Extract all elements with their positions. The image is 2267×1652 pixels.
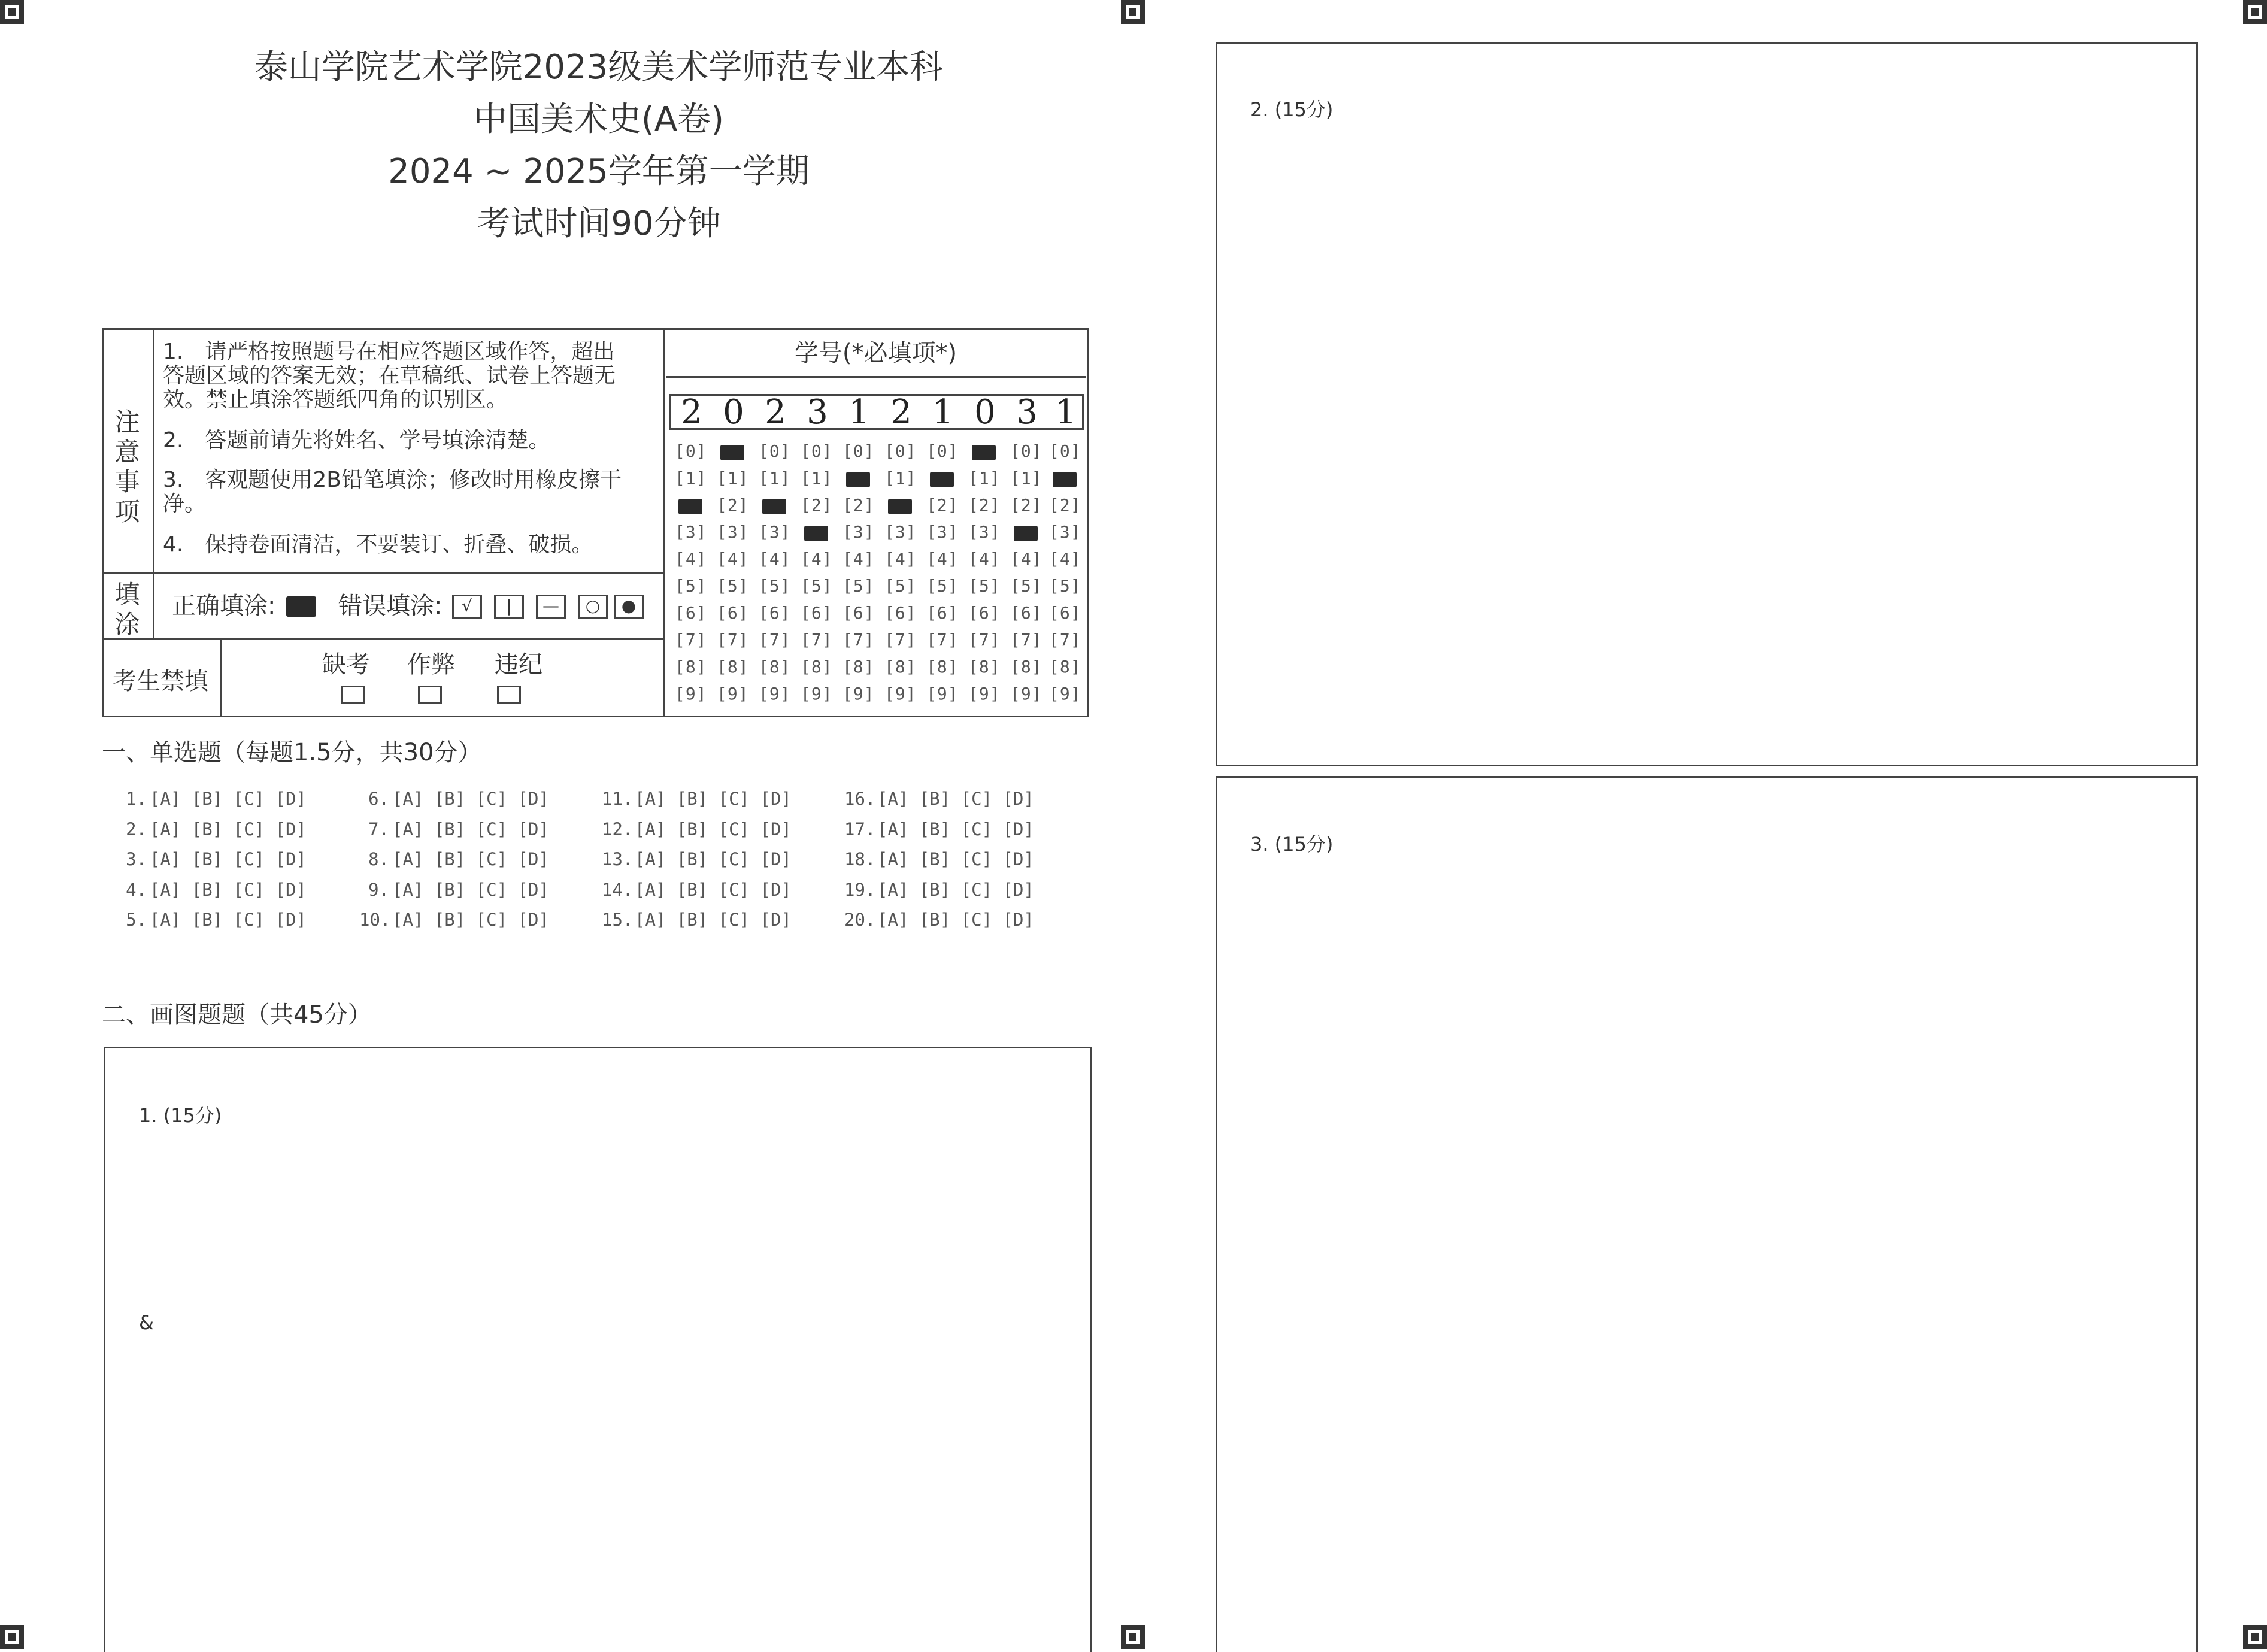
correct-fill-sample (286, 596, 316, 617)
student-id-bubble-filled[interactable] (846, 472, 870, 487)
student-id-digit: 0 (723, 393, 744, 432)
wrong-fill-check: √ (452, 595, 482, 619)
student-id-bubble[interactable]: [9] (1010, 684, 1042, 704)
student-id-bubble[interactable]: [3] (675, 522, 707, 542)
student-id-digit: 2 (890, 393, 912, 432)
mcq-options[interactable]: [A] [B] [C] [D] (635, 819, 792, 839)
student-id-bubble[interactable]: [7] (675, 630, 707, 650)
student-id-bubble[interactable]: [9] (675, 684, 707, 704)
mcq-number: 11. (602, 789, 634, 809)
mcq-number: 3. (126, 849, 147, 869)
wrong-fill-circle: ○ (578, 595, 608, 619)
mcq-number: 4. (126, 879, 147, 900)
student-id-bubble[interactable]: [0] (675, 441, 707, 461)
student-id-bubble[interactable]: [0] (884, 441, 917, 461)
mcq-options[interactable]: [A] [B] [C] [D] (877, 910, 1034, 930)
wrong-fill-dot: ● (614, 595, 644, 619)
student-id-bubble[interactable]: [1] (968, 468, 1001, 488)
section1-title: 一、单选题（每题1.5分，共30分） (102, 739, 482, 766)
violation-label: 违纪 (495, 651, 542, 678)
student-id-bubble[interactable]: [5] (717, 576, 749, 596)
notice-item-1: 1. 请严格按照题号在相应答题区域作答，超出答题区域的答案无效；在草稿纸、试卷上答题无效。禁止填涂答题纸四角的识别区。 (163, 340, 616, 412)
student-id-bubble[interactable]: [0] (1010, 441, 1042, 461)
absent-label: 缺考 (322, 651, 370, 678)
student-id-bubble[interactable]: [2] (926, 495, 959, 515)
student-id-bubble[interactable]: [0] (801, 441, 833, 461)
student-id-bubble[interactable]: [7] (801, 630, 833, 650)
mcq-options[interactable]: [A] [B] [C] [D] (150, 910, 307, 930)
student-id-bubble[interactable]: [8] (717, 657, 749, 677)
student-id-digit: 2 (765, 393, 786, 432)
notice-item-4: 4. 保持卷面清洁，不要装订、折叠、破损。 (163, 532, 593, 557)
student-id-bubble[interactable]: [6] (675, 603, 707, 623)
student-id-bubble[interactable]: [9] (926, 684, 959, 704)
mcq-options[interactable]: [A] [B] [C] [D] (877, 879, 1034, 900)
question-1-label: 1. (15分) (139, 1104, 222, 1127)
student-id-bubble[interactable]: [4] (1049, 549, 1081, 569)
student-id-bubble[interactable]: [9] (717, 684, 749, 704)
student-id-digit: 1 (1055, 393, 1077, 432)
divider (663, 328, 665, 717)
answer-box-3[interactable] (1216, 776, 2198, 1652)
mcq-number: 8. (368, 849, 389, 869)
student-id-bubble[interactable]: [6] (1049, 603, 1081, 623)
mcq-number: 10. (359, 910, 391, 930)
mcq-options[interactable]: [A] [B] [C] [D] (635, 910, 792, 930)
student-id-bubble[interactable]: [0] (926, 441, 959, 461)
student-id-bubble[interactable]: [8] (675, 657, 707, 677)
student-id-title: 学号(*必填项*) (794, 340, 957, 367)
student-id-digit: 1 (932, 393, 954, 432)
student-id-bubble[interactable]: [3] (1049, 522, 1081, 542)
student-id-bubble[interactable]: [2] (1010, 495, 1042, 515)
correct-fill-label: 正确填涂: (172, 592, 276, 620)
student-id-bubble[interactable]: [4] (926, 549, 959, 569)
student-id-bubble[interactable]: [7] (1049, 630, 1081, 650)
student-id-bubble-filled[interactable] (972, 445, 996, 460)
fill-label: 填涂 (114, 580, 140, 639)
student-id-bubble[interactable]: [6] (759, 603, 791, 623)
corner-marker-top-left (0, 0, 24, 24)
mcq-options[interactable]: [A] [B] [C] [D] (392, 819, 549, 839)
student-id-bubble-filled[interactable] (930, 472, 954, 487)
student-id-bubble[interactable]: [9] (884, 684, 917, 704)
mcq-number: 14. (602, 879, 634, 900)
question-3-label: 3. (15分) (1250, 833, 1333, 856)
student-id-bubble[interactable]: [8] (759, 657, 791, 677)
student-id-bubble[interactable]: [7] (1010, 630, 1042, 650)
student-id-bubble-filled[interactable] (678, 499, 702, 514)
mcq-number: 17. (844, 819, 876, 839)
course-title: 中国美术史(A卷) (473, 100, 724, 139)
notice-item-3: 3. 客观题使用2B铅笔填涂；修改时用橡皮擦干净。 (163, 468, 622, 516)
student-id-bubble[interactable]: [5] (842, 576, 875, 596)
divider (153, 328, 154, 580)
student-id-bubble[interactable]: [7] (926, 630, 959, 650)
student-id-bubble[interactable]: [4] (968, 549, 1001, 569)
student-id-bubble[interactable]: [4] (717, 549, 749, 569)
mcq-options[interactable]: [A] [B] [C] [D] (877, 819, 1034, 839)
student-id-bubble[interactable]: [4] (884, 549, 917, 569)
student-id-bubble[interactable]: [3] (968, 522, 1001, 542)
student-id-bubble[interactable]: [4] (842, 549, 875, 569)
student-id-bubble[interactable]: [1] (675, 468, 707, 488)
absent-checkbox[interactable] (341, 686, 365, 704)
student-id-bubble[interactable]: [1] (801, 468, 833, 488)
divider (102, 572, 663, 574)
student-id-bubble[interactable]: [2] (801, 495, 833, 515)
divider (220, 638, 222, 717)
mcq-number: 6. (368, 789, 389, 809)
mcq-number: 9. (368, 879, 389, 900)
mcq-options[interactable]: [A] [B] [C] [D] (635, 849, 792, 869)
student-id-bubble[interactable]: [0] (842, 441, 875, 461)
student-id-bubble[interactable]: [7] (842, 630, 875, 650)
exam-time: 考试时间90分钟 (477, 204, 721, 243)
mcq-options[interactable]: [A] [B] [C] [D] (877, 849, 1034, 869)
mcq-options[interactable]: [A] [B] [C] [D] (392, 879, 549, 900)
student-id-bubble[interactable]: [5] (759, 576, 791, 596)
student-id-bubble[interactable]: [0] (1049, 441, 1081, 461)
student-id-bubble[interactable]: [3] (717, 522, 749, 542)
student-id-bubble[interactable]: [5] (968, 576, 1001, 596)
corner-marker-bottom-middle (1121, 1625, 1145, 1649)
student-id-bubble[interactable]: [2] (1049, 495, 1081, 515)
student-id-bubble[interactable]: [1] (717, 468, 749, 488)
student-id-bubble[interactable]: [8] (926, 657, 959, 677)
school-title: 泰山学院艺术学院2023级美术学师范专业本科 (254, 48, 944, 87)
student-id-bubble[interactable]: [4] (759, 549, 791, 569)
student-id-bubble[interactable]: [4] (1010, 549, 1042, 569)
mcq-number: 20. (844, 910, 876, 930)
corner-marker-bottom-left (0, 1625, 24, 1649)
student-id-bubble[interactable]: [3] (926, 522, 959, 542)
divider (102, 638, 663, 640)
student-id-bubble[interactable]: [9] (759, 684, 791, 704)
notice-label: 注意事项 (114, 407, 140, 526)
student-id-bubble[interactable]: [1] (884, 468, 917, 488)
mcq-options[interactable]: [A] [B] [C] [D] (877, 789, 1034, 809)
student-id-bubble[interactable]: [3] (842, 522, 875, 542)
student-id-bubble[interactable]: [7] (884, 630, 917, 650)
student-id-bubble-filled[interactable] (804, 526, 828, 541)
student-id-bubble[interactable]: [5] (801, 576, 833, 596)
student-id-bubble[interactable]: [7] (717, 630, 749, 650)
student-id-bubble[interactable]: [6] (842, 603, 875, 623)
answer-box-1[interactable] (104, 1047, 1092, 1652)
student-id-bubble[interactable]: [8] (1049, 657, 1081, 677)
student-id-bubble-filled[interactable] (1014, 526, 1038, 541)
student-id-bubble[interactable]: [4] (801, 549, 833, 569)
student-id-digit: 3 (807, 393, 828, 432)
cheating-label: 作弊 (407, 651, 455, 678)
mcq-number: 19. (844, 879, 876, 900)
mcq-options[interactable]: [A] [B] [C] [D] (392, 849, 549, 869)
student-id-bubble[interactable]: [2] (842, 495, 875, 515)
section2-title: 二、画图题题（共45分） (102, 1001, 372, 1029)
student-id-bubble[interactable]: [1] (1010, 468, 1042, 488)
student-id-bubble[interactable]: [5] (926, 576, 959, 596)
student-id-bubble[interactable]: [2] (968, 495, 1001, 515)
mcq-number: 5. (126, 910, 147, 930)
student-id-bubble[interactable]: [0] (759, 441, 791, 461)
mcq-options[interactable]: [A] [B] [C] [D] (392, 910, 549, 930)
student-id-digit: 2 (681, 393, 702, 432)
student-id-bubble-filled[interactable] (720, 445, 744, 460)
student-id-bubble[interactable]: [6] (926, 603, 959, 623)
cheating-checkbox[interactable] (418, 686, 442, 704)
student-id-bubble[interactable]: [5] (884, 576, 917, 596)
student-id-bubble[interactable]: [7] (759, 630, 791, 650)
corner-marker-top-middle (1121, 0, 1145, 24)
student-id-digit: 3 (1016, 393, 1038, 432)
student-id-bubble[interactable]: [8] (801, 657, 833, 677)
wrong-fill-dash: — (536, 595, 566, 619)
corner-marker-top-right (2243, 0, 2267, 24)
student-id-bubble[interactable]: [6] (801, 603, 833, 623)
student-id-bubble[interactable]: [5] (675, 576, 707, 596)
mcq-options[interactable]: [A] [B] [C] [D] (392, 789, 549, 809)
student-id-bubble[interactable]: [1] (759, 468, 791, 488)
student-id-bubble[interactable]: [6] (968, 603, 1001, 623)
divider (153, 572, 154, 638)
student-id-bubble[interactable]: [3] (759, 522, 791, 542)
mcq-number: 1. (126, 789, 147, 809)
student-id-bubble[interactable]: [8] (968, 657, 1001, 677)
student-id-bubble[interactable]: [5] (1049, 576, 1081, 596)
student-id-bubble[interactable]: [4] (675, 549, 707, 569)
mcq-options[interactable]: [A] [B] [C] [D] (635, 879, 792, 900)
wrong-fill-bar: | (494, 595, 524, 619)
mcq-number: 7. (368, 819, 389, 839)
violation-checkbox[interactable] (497, 686, 521, 704)
wrong-fill-label: 错误填涂: (338, 592, 443, 620)
student-id-bubble[interactable]: [9] (801, 684, 833, 704)
student-id-bubble[interactable]: [6] (1010, 603, 1042, 623)
student-id-digit: 0 (974, 393, 996, 432)
semester: 2024 ~ 2025学年第一学期 (388, 152, 810, 191)
student-id-bubble[interactable]: [8] (842, 657, 875, 677)
mcq-number: 2. (126, 819, 147, 839)
mcq-number: 15. (602, 910, 634, 930)
student-id-digit: 1 (848, 393, 870, 432)
mcq-number: 16. (844, 789, 876, 809)
mcq-options[interactable]: [A] [B] [C] [D] (150, 849, 307, 869)
student-id-bubble[interactable]: [5] (1010, 576, 1042, 596)
notice-item-2: 2. 答题前请先将姓名、学号填涂清楚。 (163, 428, 550, 453)
mcq-number: 13. (602, 849, 634, 869)
student-id-bubble[interactable]: [8] (884, 657, 917, 677)
student-id-bubble[interactable]: [6] (884, 603, 917, 623)
student-id-bubble[interactable]: [6] (717, 603, 749, 623)
mcq-number: 18. (844, 849, 876, 869)
student-id-bubble[interactable]: [9] (968, 684, 1001, 704)
student-id-bubble[interactable]: [3] (884, 522, 917, 542)
student-id-bubble-filled[interactable] (1053, 472, 1077, 487)
student-id-bubble[interactable]: [7] (968, 630, 1001, 650)
corner-marker-bottom-right (2243, 1625, 2267, 1649)
mcq-options[interactable]: [A] [B] [C] [D] (635, 789, 792, 809)
answer-box-2[interactable] (1216, 42, 2198, 766)
question-2-label: 2. (15分) (1250, 98, 1333, 121)
student-id-bubble-filled[interactable] (888, 499, 912, 514)
mcq-options[interactable]: [A] [B] [C] [D] (150, 879, 307, 900)
divider (666, 376, 1086, 378)
mcq-options[interactable]: [A] [B] [C] [D] (150, 789, 307, 809)
forbidden-label: 考生禁填 (113, 668, 208, 695)
student-id-bubble[interactable]: [2] (717, 495, 749, 515)
student-id-bubble[interactable]: [9] (1049, 684, 1081, 704)
student-id-bubble[interactable]: [9] (842, 684, 875, 704)
mcq-options[interactable]: [A] [B] [C] [D] (150, 819, 307, 839)
mcq-number: 12. (602, 819, 634, 839)
student-id-bubble[interactable]: [8] (1010, 657, 1042, 677)
question-1-mark: & (139, 1311, 154, 1334)
student-id-bubble-filled[interactable] (762, 499, 786, 514)
